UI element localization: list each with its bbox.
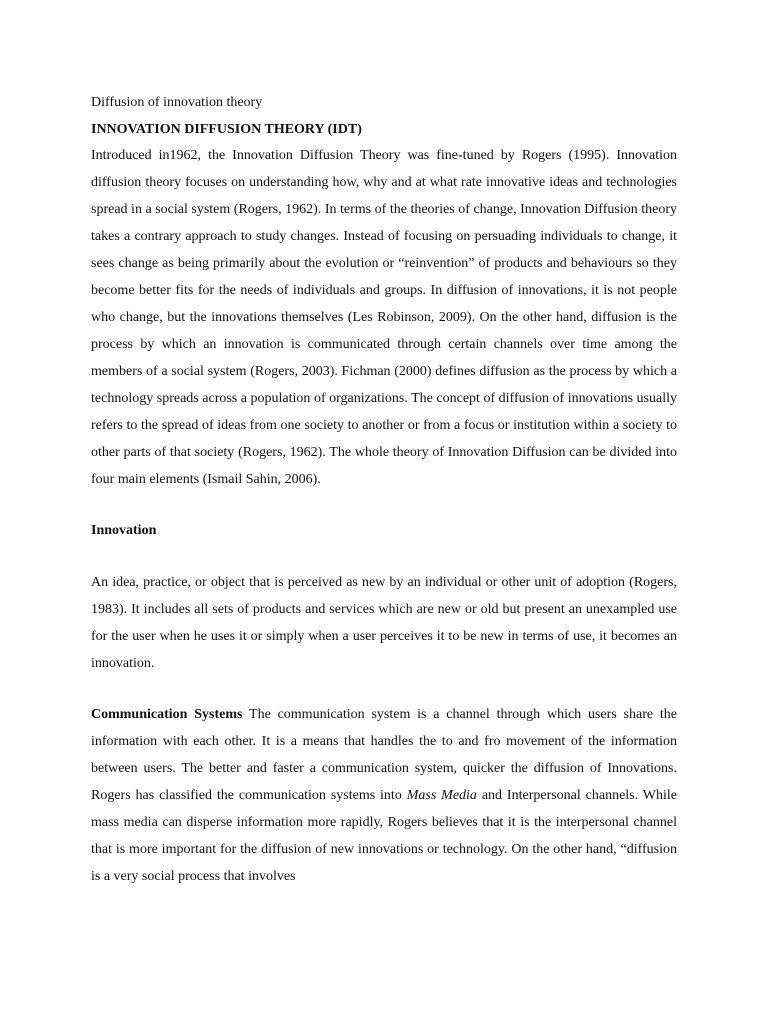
innovation-heading: Innovation <box>91 523 157 538</box>
communication-text-part1: The communication system is a channel through which users share the information with each other. It is a means that handles the to and fro movement of the information between users. The better and faster a communication system, quicker the diffusion of Innovations. Rogers has classified the communication systems into <box>91 707 677 803</box>
communication-paragraph <box>91 701 677 890</box>
main-heading: INNOVATION DIFFUSION THEORY (IDT) <box>91 122 362 137</box>
intro-paragraph: Introduced in1962, the Innovation Diffusion Theory was fine-tuned by Rogers (1995). Innovation diffusion theory focuses on understanding how, why and at what rate innovative ideas and technologies spread in a social system (Rogers, 1962). In terms of the theories of change, Innovation Diffusion theory takes a contrary approach to study changes. Instead of focusing on persuading individuals to change, it sees change as being primarily about the evolution or “reinvention” of products and behaviours so they become better fits for the needs of individuals and groups. In diffusion of innovations, it is not people who change, but the innovations themselves (Les Robinson, 2009). On the other hand, diffusion is the process by which an innovation is communicated through certain channels over time among the members of a social system (Rogers, 2003). Fichman (2000) defines diffusion as the process by which a technology spreads across a population of organizations. The concept of diffusion of innovations usually refers to the spread of ideas from one society to another or from a focus or institution within a society to other parts of that society (Rogers, 1962). The whole theory of Innovation Diffusion can be divided into four main elements (Ismail Sahin, 2006). <box>91 148 677 487</box>
document-page <box>91 91 677 890</box>
communication-heading: Communication Systems <box>91 707 243 722</box>
innovation-paragraph: An idea, practice, or object that is perceived as new by an individual or other unit of adoption (Rogers, 1983). It includes all sets of products and services which are new or old but present an unexampled use for the user when he uses it or simply when a user perceives it to be new in terms of use, it becomes an innovation. <box>91 575 677 671</box>
mass-media-emphasis: Mass Media <box>406 788 477 803</box>
document-title: Diffusion of innovation theory <box>91 95 263 110</box>
communication-text-part2: and Interpersonal channels. While mass media can disperse information more rapidly, Rogers believes that it is the interpersonal channel that is more important for the diffusion of new innovations or technology. On the other hand, “diffusion is a very social process that involves <box>91 788 677 884</box>
